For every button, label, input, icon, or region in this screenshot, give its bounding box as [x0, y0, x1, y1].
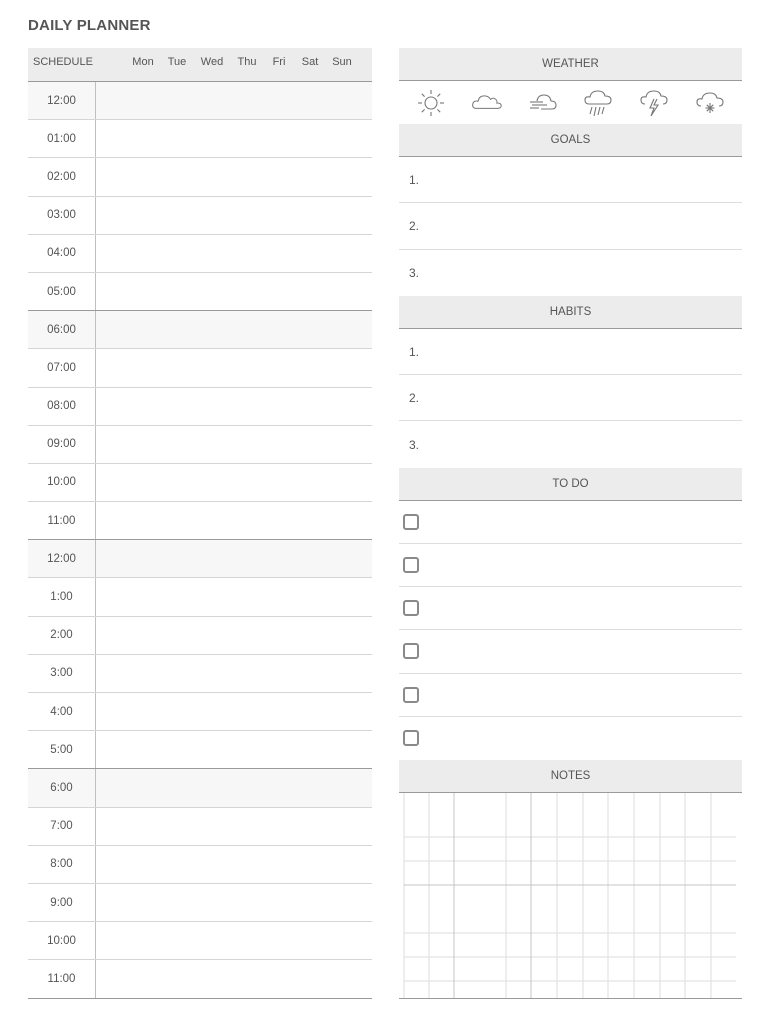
habit-item-2[interactable]: 2. — [399, 375, 742, 421]
todo-checkbox[interactable] — [403, 643, 419, 659]
todo-checkbox[interactable] — [403, 687, 419, 703]
schedule-entry-cell[interactable] — [96, 655, 372, 692]
time-label: 12:00 — [28, 540, 96, 577]
schedule-row — [28, 388, 372, 426]
time-label: 01:00 — [28, 120, 96, 157]
todo-checkbox[interactable] — [403, 557, 419, 573]
schedule-entry-cell[interactable] — [96, 197, 372, 234]
habits-header: HABITS — [399, 296, 742, 329]
schedule-entry-cell[interactable] — [96, 388, 372, 425]
right-column — [399, 48, 742, 999]
time-label: 07:00 — [28, 349, 96, 386]
schedule-row — [28, 197, 372, 235]
windy-cloud-icon[interactable] — [527, 88, 559, 118]
schedule-entry-cell[interactable] — [96, 464, 372, 501]
goal-item-1[interactable]: 1. — [399, 157, 742, 203]
todo-item[interactable] — [399, 674, 742, 717]
time-label: 06:00 — [28, 311, 96, 348]
schedule-row — [28, 311, 372, 349]
time-label: 10:00 — [28, 464, 96, 501]
sun-icon[interactable] — [415, 88, 447, 118]
schedule-entry-cell[interactable] — [96, 731, 372, 768]
schedule-entry-cell[interactable] — [96, 311, 372, 348]
day-fri[interactable]: Fri — [272, 56, 286, 68]
thunderstorm-icon[interactable] — [638, 88, 670, 118]
time-label: 09:00 — [28, 426, 96, 463]
habits-list — [399, 329, 742, 468]
schedule-row — [28, 731, 372, 769]
todo-item[interactable] — [399, 544, 742, 587]
todo-list — [399, 501, 742, 760]
time-label: 4:00 — [28, 693, 96, 730]
schedule-row — [28, 808, 372, 846]
schedule-entry-cell[interactable] — [96, 235, 372, 272]
time-label: 05:00 — [28, 273, 96, 310]
schedule-entry-cell[interactable] — [96, 540, 372, 577]
time-label: 11:00 — [28, 502, 96, 539]
todo-item[interactable] — [399, 717, 742, 760]
weather-icons — [399, 81, 742, 124]
todo-item[interactable] — [399, 501, 742, 544]
habit-item-1[interactable]: 1. — [399, 329, 742, 375]
todo-header: TO DO — [399, 468, 742, 501]
schedule-row — [28, 82, 372, 120]
schedule-entry-cell[interactable] — [96, 769, 372, 806]
todo-checkbox[interactable] — [403, 600, 419, 616]
day-selector — [126, 56, 358, 68]
schedule-entry-cell[interactable] — [96, 82, 372, 119]
schedule-row — [28, 884, 372, 922]
notes-grid-lines — [399, 793, 742, 998]
todo-item[interactable] — [399, 630, 742, 673]
schedule-row — [28, 617, 372, 655]
goal-item-2[interactable]: 2. — [399, 203, 742, 249]
schedule-entry-cell[interactable] — [96, 617, 372, 654]
goal-item-3[interactable]: 3. — [409, 265, 420, 280]
todo-item[interactable] — [399, 587, 742, 630]
time-label: 7:00 — [28, 808, 96, 845]
day-tue[interactable]: Tue — [167, 56, 187, 68]
time-label: 9:00 — [28, 884, 96, 921]
time-label: 3:00 — [28, 655, 96, 692]
day-wed[interactable]: Wed — [200, 56, 224, 68]
schedule-row — [28, 922, 372, 960]
day-sat[interactable]: Sat — [301, 56, 319, 68]
schedule-row — [28, 235, 372, 273]
schedule-row — [28, 158, 372, 196]
schedule-entry-cell[interactable] — [96, 158, 372, 195]
notes-header: NOTES — [399, 760, 742, 793]
page-title: DAILY PLANNER — [28, 17, 151, 34]
schedule-row — [28, 846, 372, 884]
schedule-entry-cell[interactable] — [96, 808, 372, 845]
schedule-entry-cell[interactable] — [96, 578, 372, 615]
schedule-entry-cell[interactable] — [96, 273, 372, 310]
schedule-entry-cell[interactable] — [96, 120, 372, 157]
schedule-row — [28, 769, 372, 807]
schedule-entry-cell[interactable] — [96, 693, 372, 730]
schedule-row — [28, 655, 372, 693]
goals-list — [399, 157, 742, 296]
schedule-row — [28, 349, 372, 387]
schedule-row — [28, 693, 372, 731]
schedule-row — [28, 502, 372, 540]
schedule-table — [28, 48, 372, 999]
schedule-entry-cell[interactable] — [96, 426, 372, 463]
time-label: 04:00 — [28, 235, 96, 272]
schedule-row — [28, 960, 372, 998]
cloud-icon[interactable] — [471, 88, 503, 118]
schedule-entry-cell[interactable] — [96, 349, 372, 386]
schedule-header — [28, 48, 372, 82]
day-mon[interactable]: Mon — [132, 56, 154, 68]
todo-checkbox[interactable] — [403, 730, 419, 746]
time-label: 02:00 — [28, 158, 96, 195]
goals-header: GOALS — [399, 124, 742, 157]
day-thu[interactable]: Thu — [237, 56, 257, 68]
rain-icon[interactable] — [582, 88, 614, 118]
schedule-entry-cell[interactable] — [96, 502, 372, 539]
schedule-row — [28, 426, 372, 464]
time-label: 6:00 — [28, 769, 96, 806]
schedule-row — [28, 540, 372, 578]
time-label: 10:00 — [28, 922, 96, 959]
schedule-row — [28, 273, 372, 311]
habit-item-3[interactable]: 3. — [409, 437, 420, 452]
notes-area[interactable] — [399, 793, 742, 999]
schedule-label: SCHEDULE — [33, 56, 93, 68]
todo-checkbox[interactable] — [403, 514, 419, 530]
time-label: 03:00 — [28, 197, 96, 234]
schedule-row — [28, 464, 372, 502]
weather-header: WEATHER — [399, 48, 742, 81]
schedule-entry-cell[interactable] — [96, 884, 372, 921]
time-label: 08:00 — [28, 388, 96, 425]
schedule-entry-cell[interactable] — [96, 922, 372, 959]
time-label: 1:00 — [28, 578, 96, 615]
time-label: 11:00 — [28, 960, 96, 997]
snow-icon[interactable] — [694, 88, 726, 118]
time-label: 2:00 — [28, 617, 96, 654]
time-label: 8:00 — [28, 846, 96, 883]
time-label: 12:00 — [28, 82, 96, 119]
schedule-row — [28, 120, 372, 158]
time-label: 5:00 — [28, 731, 96, 768]
schedule-row — [28, 578, 372, 616]
schedule-entry-cell[interactable] — [96, 960, 372, 997]
schedule-rows — [28, 82, 372, 999]
schedule-entry-cell[interactable] — [96, 846, 372, 883]
day-sun[interactable]: Sun — [332, 56, 352, 68]
